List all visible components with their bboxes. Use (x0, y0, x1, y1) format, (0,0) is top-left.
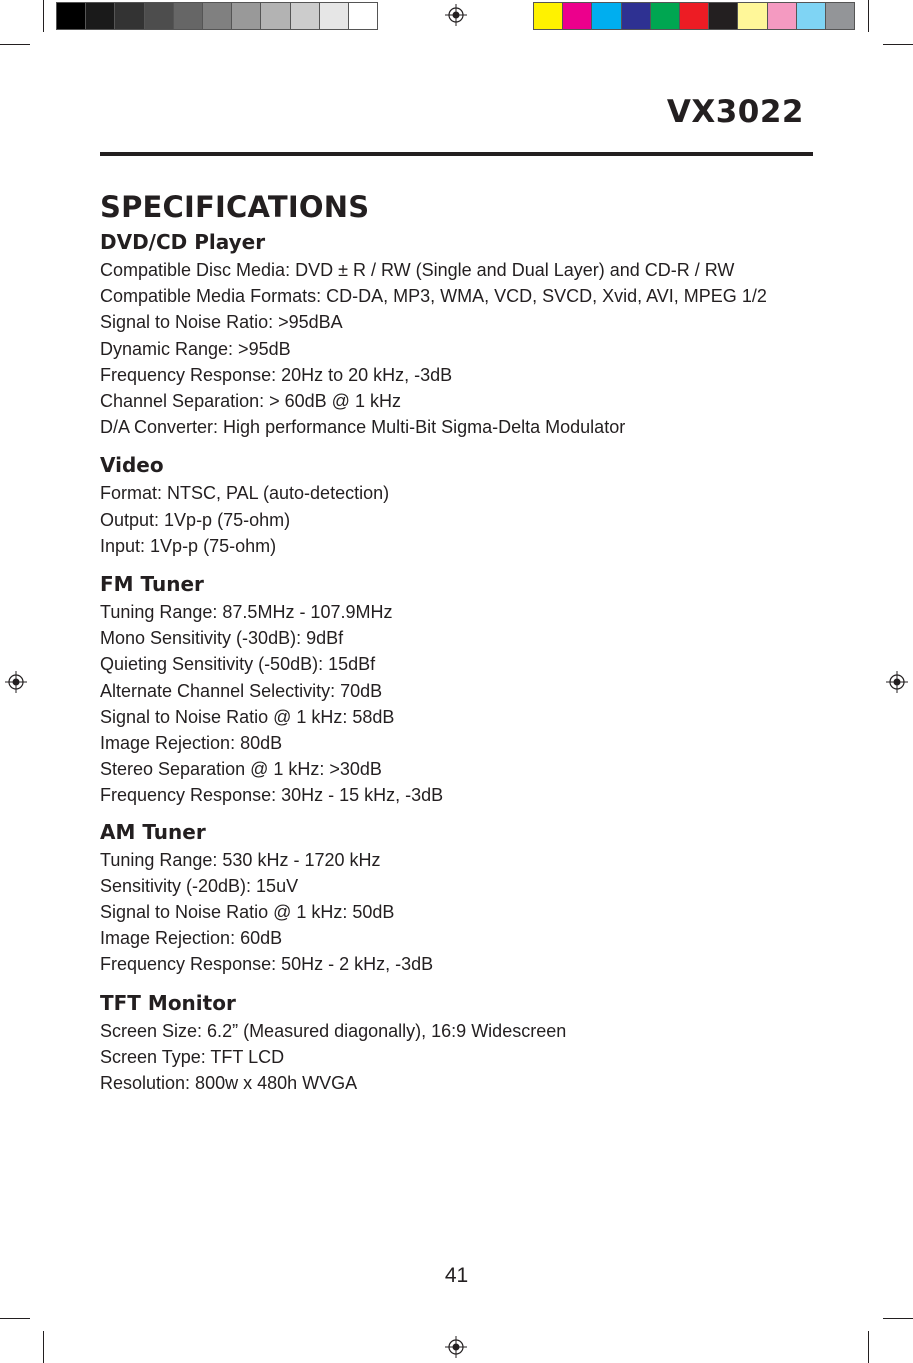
color-swatch (203, 3, 232, 29)
color-swatch (563, 3, 592, 29)
color-swatch (349, 3, 377, 29)
crop-mark (868, 0, 869, 32)
spec-line: Stereo Separation @ 1 kHz: >30dB (100, 759, 382, 780)
color-swatch (709, 3, 738, 29)
spec-line: Compatible Disc Media: DVD ± R / RW (Single and Dual Layer) and CD-R / RW (100, 260, 735, 280)
spec-line: Sensitivity (-20dB): 15uV (100, 875, 299, 896)
color-swatch (261, 3, 290, 29)
section-am-tuner (100, 817, 813, 978)
spec-line: Output: 1Vp-p (75-ohm) (100, 509, 291, 530)
color-swatch (174, 3, 203, 29)
section-title: Video (100, 453, 164, 478)
spec-line: Screen Size: 6.2” (Measured diagonally), 16:9 Widescreen (100, 1020, 567, 1041)
spec-line: Quieting Sensitivity (-50dB): 15dBf (100, 654, 376, 675)
spec-line: Mono Sensitivity (-30dB): 9dBf (100, 628, 344, 649)
spec-line: Image Rejection: 60dB (100, 928, 283, 949)
crop-mark (883, 1318, 913, 1319)
crop-mark (43, 1331, 44, 1363)
spec-line: Compatible Media Formats: CD-DA, MP3, WMA, VCD, SVCD, Xvid, AVI, MPEG 1/2 (100, 286, 767, 307)
color-swatch (145, 3, 174, 29)
spec-line: Tuning Range: 87.5MHz - 107.9MHz (100, 602, 393, 623)
color-swatch (826, 3, 854, 29)
spec-line: Frequency Response: 30Hz - 15 kHz, -3dB (100, 785, 444, 806)
spec-line: Signal to Noise Ratio: >95dBA (100, 312, 343, 333)
section-title: AM Tuner (100, 819, 206, 844)
registration-mark-icon (445, 1336, 467, 1358)
header-divider (100, 152, 813, 156)
crop-mark (0, 1318, 30, 1319)
color-swatch (738, 3, 767, 29)
spec-line: Channel Separation: > 60dB @ 1 kHz (100, 391, 401, 412)
section-dvd-cd-player (100, 227, 813, 440)
section-tft-monitor (100, 988, 813, 1097)
crop-mark (868, 1331, 869, 1363)
color-swatch (232, 3, 261, 29)
color-swatch (320, 3, 349, 29)
page-number: 41 (444, 1264, 469, 1287)
color-swatch (768, 3, 797, 29)
spec-line: Frequency Response: 20Hz to 20 kHz, -3dB (100, 364, 453, 385)
page-title: SPECIFICATIONS (100, 190, 370, 224)
spec-line: Resolution: 800w x 480h WVGA (100, 1073, 358, 1094)
color-swatch (86, 3, 115, 29)
spec-line: Signal to Noise Ratio @ 1 kHz: 58dB (100, 706, 395, 727)
color-swatch (57, 3, 86, 29)
specifications-content (100, 187, 813, 1096)
spec-line: Screen Type: TFT LCD (100, 1046, 285, 1067)
section-fm-tuner (100, 569, 813, 809)
crop-mark (43, 0, 44, 32)
spec-line: Alternate Channel Selectivity: 70dB (100, 680, 383, 701)
spec-line: Image Rejection: 80dB (100, 733, 283, 754)
crop-mark (0, 44, 30, 45)
process-color-bar (533, 2, 855, 30)
grayscale-color-bar (56, 2, 378, 30)
spec-line: D/A Converter: High performance Multi-Bit Sigma-Delta Modulator (100, 417, 626, 438)
registration-mark-icon (886, 671, 908, 693)
model-number: VX3022 (666, 94, 804, 130)
registration-mark-icon (445, 4, 467, 26)
spec-line: Dynamic Range: >95dB (100, 338, 291, 359)
color-swatch (115, 3, 144, 29)
crop-mark (883, 44, 913, 45)
color-swatch (291, 3, 320, 29)
section-title: FM Tuner (100, 572, 204, 597)
spec-line: Input: 1Vp-p (75-ohm) (100, 535, 277, 556)
color-swatch (534, 3, 563, 29)
registration-mark-icon (5, 671, 27, 693)
section-title: TFT Monitor (100, 990, 236, 1015)
section-title: DVD/CD Player (100, 230, 266, 254)
color-swatch (797, 3, 826, 29)
spec-line: Signal to Noise Ratio @ 1 kHz: 50dB (100, 902, 395, 923)
color-swatch (592, 3, 621, 29)
section-video (100, 450, 813, 559)
color-swatch (680, 3, 709, 29)
color-swatch (622, 3, 651, 29)
spec-line: Frequency Response: 50Hz - 2 kHz, -3dB (100, 954, 434, 975)
color-swatch (651, 3, 680, 29)
spec-line: Tuning Range: 530 kHz - 1720 kHz (100, 849, 381, 870)
spec-line: Format: NTSC, PAL (auto-detection) (100, 483, 390, 504)
